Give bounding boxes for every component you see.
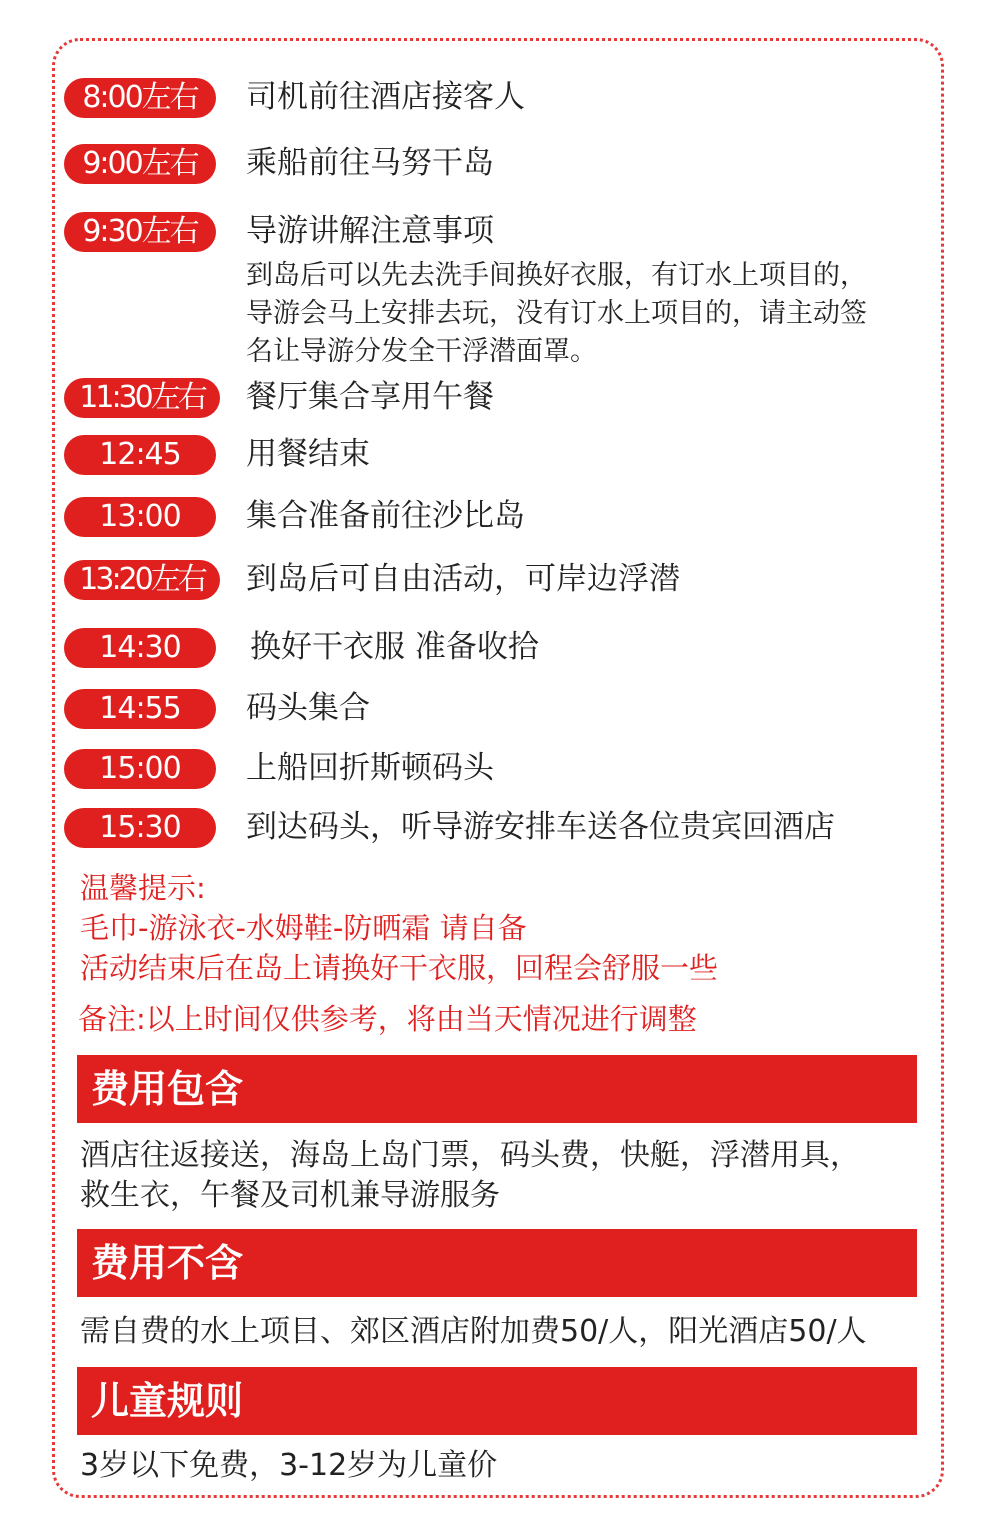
remark-text: 备注:以上时间仅供参考，将由当天情况进行调整 <box>78 1002 697 1036</box>
included-line: 酒店往返接送，海岛上岛门票，码头费，快艇，浮潜用具， <box>80 1138 860 1173</box>
schedule-desc: 上船回折斯顿码头 <box>246 750 494 786</box>
schedule-desc: 司机前往酒店接客人 <box>246 79 525 115</box>
note-line: 名让导游分发全干浮潜面罩。 <box>246 336 597 367</box>
tips-title: 温馨提示: <box>80 871 206 905</box>
time-pill: 8:00左右 <box>64 78 216 118</box>
schedule-desc: 导游讲解注意事项 <box>246 213 494 249</box>
time-pill: 13:20左右 <box>64 560 220 600</box>
schedule-desc: 用餐结束 <box>246 436 370 472</box>
tips-line: 活动结束后在岛上请换好干衣服，回程会舒服一些 <box>80 951 719 985</box>
time-pill: 15:30 <box>64 808 216 848</box>
note-line: 导游会马上安排去玩，没有订水上项目的，请主动签 <box>246 298 867 329</box>
time-pill: 9:00左右 <box>64 144 216 184</box>
included-line: 救生衣，午餐及司机兼导游服务 <box>80 1178 500 1213</box>
tips-line: 毛巾-游泳衣-水姆鞋-防晒霜 请自备 <box>80 911 527 945</box>
section-title-included: 费用包含 <box>77 1055 917 1123</box>
section-title-excluded: 费用不含 <box>77 1229 917 1297</box>
schedule-note <box>246 257 946 371</box>
schedule-desc: 乘船前往马努干岛 <box>246 145 494 181</box>
tips-block <box>80 868 718 988</box>
excluded-line: 需自费的水上项目、郊区酒店附加费50/人，阳光酒店50/人 <box>80 1314 867 1349</box>
schedule-desc: 换好干衣服 准备收拾 <box>250 629 539 665</box>
schedule-desc: 餐厅集合享用午餐 <box>246 379 494 415</box>
time-pill: 15:00 <box>64 749 216 789</box>
remark <box>78 999 697 1039</box>
time-pill: 14:30 <box>64 628 216 668</box>
section-title-children: 儿童规则 <box>77 1367 917 1435</box>
children-text <box>80 1446 497 1486</box>
excluded-text <box>80 1312 867 1352</box>
schedule-desc: 码头集合 <box>246 690 370 726</box>
schedule-desc: 集合准备前往沙比岛 <box>246 498 525 534</box>
included-text <box>80 1136 860 1216</box>
note-line: 到岛后可以先去洗手间换好衣服，有订水上项目的， <box>246 260 867 291</box>
time-pill: 11:30左右 <box>64 378 220 418</box>
time-pill: 13:00 <box>64 497 216 537</box>
schedule-desc: 到岛后可自由活动，可岸边浮潜 <box>246 561 680 597</box>
time-pill: 12:45 <box>64 435 216 475</box>
time-pill: 14:55 <box>64 689 216 729</box>
time-pill: 9:30左右 <box>64 212 216 252</box>
children-line: 3岁以下免费，3-12岁为儿童价 <box>80 1448 498 1483</box>
schedule-desc: 到达码头，听导游安排车送各位贵宾回酒店 <box>246 809 835 845</box>
